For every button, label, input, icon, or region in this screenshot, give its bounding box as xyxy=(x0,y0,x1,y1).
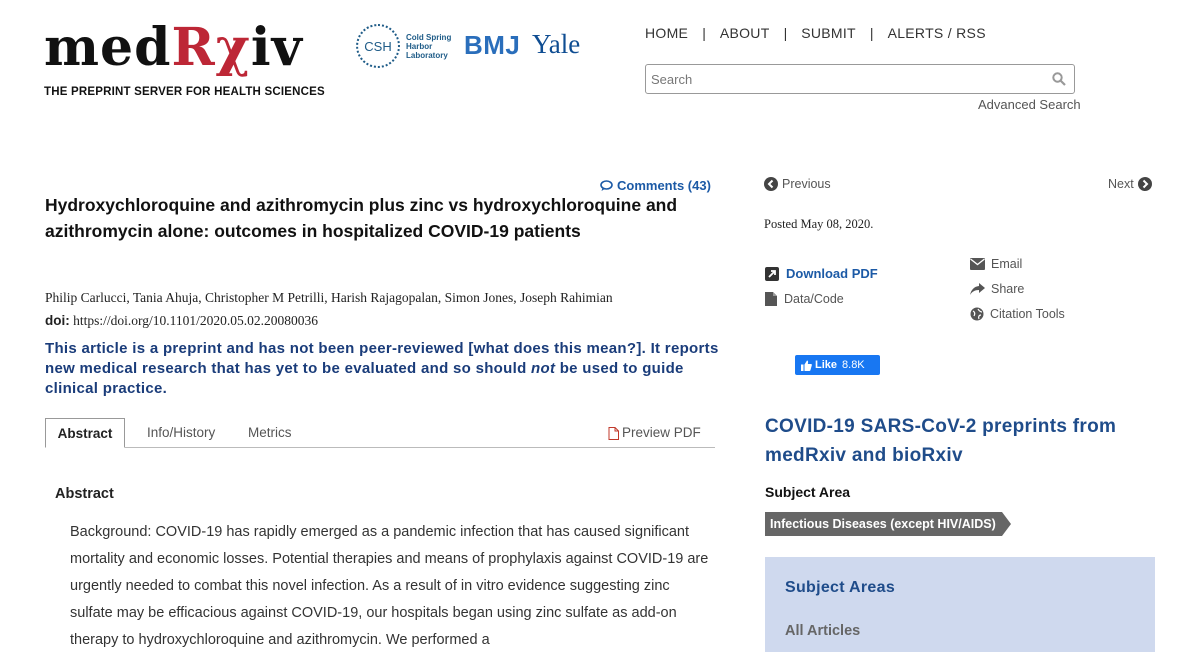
nav-separator: | xyxy=(702,25,706,41)
comments-link[interactable] xyxy=(600,178,711,193)
author-list[interactable]: Philip Carlucci, Tania Ahuja, Christopher M Petrilli, Harish Rajagopalan, Simon Jones, Joseph Rahimian xyxy=(45,290,613,305)
csh-logo[interactable] xyxy=(356,24,456,68)
external-link-icon xyxy=(765,267,779,281)
next-link[interactable] xyxy=(1108,177,1152,191)
share-label: Share xyxy=(991,282,1025,296)
email-link[interactable] xyxy=(970,257,1022,271)
file-icon xyxy=(765,292,777,306)
subject-tag-label: Infectious Diseases (except HIV/AIDS) xyxy=(765,512,1002,536)
nav-separator: | xyxy=(783,25,788,41)
subject-tag[interactable] xyxy=(765,512,1011,536)
data-code-label: Data/Code xyxy=(784,292,844,306)
all-articles-link[interactable]: All Articles xyxy=(785,623,861,639)
subject-areas-panel xyxy=(765,557,1155,652)
share-arrow-icon xyxy=(970,283,985,296)
notice-text-end: be used to guide clinical practice. xyxy=(45,360,684,397)
tag-arrow xyxy=(1002,512,1011,536)
comment-icon xyxy=(600,180,613,192)
logo-tagline: THE PREPRINT SERVER FOR HEALTH SCIENCES xyxy=(44,86,325,98)
preprint-notice xyxy=(45,339,720,399)
nav-home[interactable]: HOME xyxy=(645,25,689,41)
article-tabs xyxy=(45,418,715,448)
notice-emphasis: not xyxy=(531,360,556,377)
top-nav xyxy=(645,25,986,41)
thumbs-up-icon xyxy=(801,360,812,371)
doi-label: doi: xyxy=(45,313,70,328)
data-code-link[interactable] xyxy=(765,292,844,306)
logo-suffix: iv xyxy=(250,17,303,78)
medrxiv-logo[interactable] xyxy=(44,18,325,98)
arrow-left-circle-icon xyxy=(764,177,778,191)
subject-areas-heading: Subject Areas xyxy=(785,579,896,596)
abstract-text: Background: COVID-19 has rapidly emerged as a pandemic infection that has caused significant mortality and economic losses. Potential therapies and means of prophylaxis against COVID-19 are urgently needed to combat this novel infection. As a result of in vitro evidence suggesting zinc sulfate may be efficacious against COVID-19, our hospitals began using zinc sulfate as add-on therapy to hydroxychloroquine and azithromycin. We performed a xyxy=(70,524,709,648)
arrow-right-circle-icon xyxy=(1138,177,1152,191)
download-pdf-link[interactable] xyxy=(765,266,878,281)
yale-logo[interactable]: Yale xyxy=(532,29,581,59)
comments-label: Comments (43) xyxy=(617,178,711,193)
posted-date: Posted May 08, 2020. xyxy=(764,217,874,231)
download-pdf-label: Download PDF xyxy=(786,266,878,281)
nav-alerts-rss[interactable]: ALERTS / RSS xyxy=(887,25,986,41)
nav-separator: | xyxy=(869,25,874,41)
article-title: Hydroxychloroquine and azithromycin plus zinc vs hydroxychloroquine and azithromycin alone: outcomes in hospitalized COVID-19 patients xyxy=(45,195,678,241)
notice-text: This article is a preprint and has not been peer-reviewed [what does this mean?]. It reports new medical research that has yet to be evaluated and so should xyxy=(45,340,719,377)
nav-submit[interactable]: SUBMIT xyxy=(801,25,856,41)
csh-text: Cold Spring Harbor Laboratory xyxy=(406,32,452,60)
tab-preview-pdf[interactable] xyxy=(608,418,701,448)
logo-prefix: med xyxy=(44,17,172,78)
tab-info-history[interactable]: Info/History xyxy=(147,425,216,440)
search-box xyxy=(645,64,1075,94)
preview-pdf-label: Preview PDF xyxy=(622,425,701,440)
pdf-file-icon xyxy=(608,427,619,440)
globe-icon xyxy=(970,307,984,321)
search-icon[interactable] xyxy=(1052,72,1066,86)
subject-area-label: Subject Area xyxy=(765,484,851,500)
bmj-logo[interactable]: BMJ xyxy=(464,30,521,60)
csh-mark: CSH xyxy=(356,24,400,68)
like-label: Like xyxy=(815,359,838,371)
like-count: 8.8K xyxy=(842,359,865,371)
advanced-search-link[interactable]: Advanced Search xyxy=(978,97,1081,112)
doi-line xyxy=(45,313,318,329)
logo-accent: Rχ xyxy=(171,17,251,78)
doi-link[interactable]: https://doi.org/10.1101/2020.05.02.20080036 xyxy=(73,313,319,328)
email-label: Email xyxy=(991,257,1023,271)
previous-label: Previous xyxy=(782,177,831,191)
tab-abstract[interactable]: Abstract xyxy=(45,418,125,448)
facebook-like-button[interactable] xyxy=(795,355,880,375)
envelope-icon xyxy=(970,258,985,270)
citation-tools-label: Citation Tools xyxy=(990,307,1065,321)
share-link[interactable] xyxy=(970,282,1024,296)
nav-about[interactable]: ABOUT xyxy=(719,25,770,41)
citation-tools-link[interactable] xyxy=(970,307,1065,321)
previous-link[interactable] xyxy=(764,177,831,191)
tab-metrics[interactable]: Metrics xyxy=(248,425,292,440)
next-label: Next xyxy=(1108,177,1134,191)
covid-preprints-link[interactable]: COVID-19 SARS-CoV-2 preprints from medRxiv and bioRxiv xyxy=(765,416,1117,466)
search-input[interactable] xyxy=(646,65,1046,93)
abstract-heading: Abstract xyxy=(55,486,114,502)
